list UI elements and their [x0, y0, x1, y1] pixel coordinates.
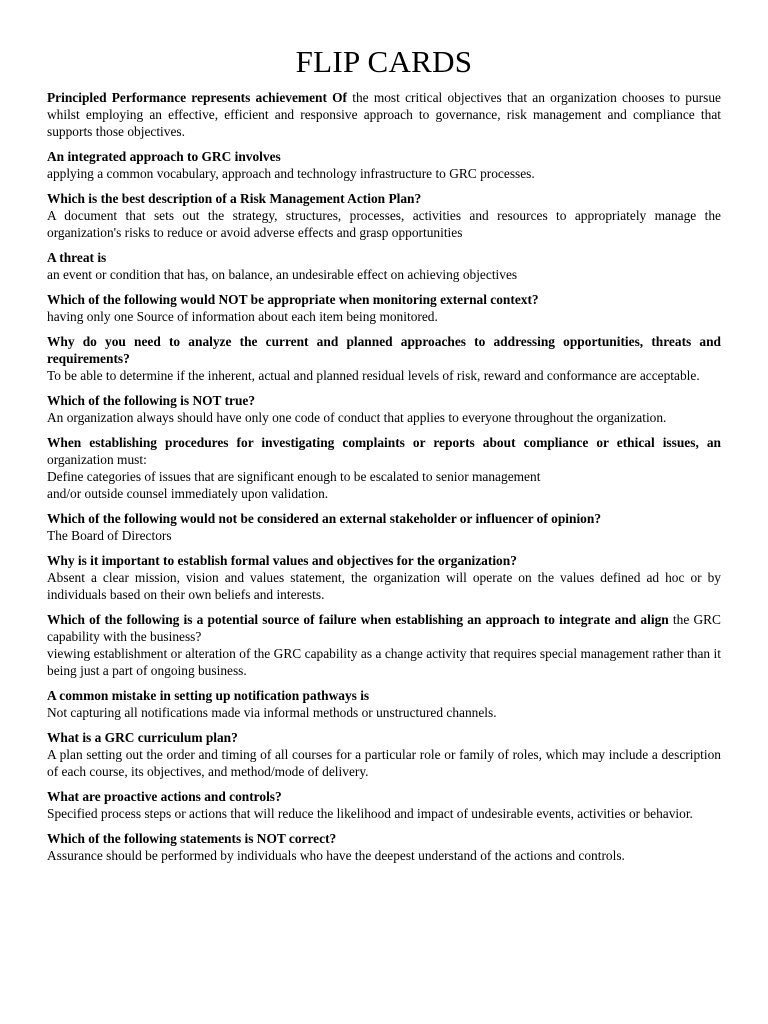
flip-card — [47, 249, 721, 283]
card-question: Principled Performance represents achievement Of — [47, 90, 348, 105]
card-answer: The Board of Directors — [47, 528, 172, 543]
card-answer: Specified process steps or actions that will reduce the likelihood and impact of undesirable events, activities or behavior. — [47, 806, 693, 821]
card-answer-line: Define categories of issues that are significant enough to be escalated to senior management — [47, 469, 541, 484]
card-question: What are proactive actions and controls? — [47, 789, 282, 804]
flip-card — [47, 291, 721, 325]
document-page — [47, 0, 721, 872]
flip-card — [47, 434, 721, 502]
flip-card — [47, 89, 721, 140]
flip-card — [47, 190, 721, 241]
card-answer: To be able to determine if the inherent, actual and planned residual levels of risk, reward and conformance are acceptable. — [47, 368, 700, 383]
card-question: Which of the following is a potential source of failure when establishing an approach to integrate and align — [47, 612, 669, 627]
card-answer: the most critical objectives that an organization chooses to pursue whilst employing an effective, efficient and responsive approach to governance, risk management and compliance that supports those objectives. — [47, 90, 721, 139]
card-answer: An organization always should have only one code of conduct that applies to everyone throughout the organization. — [47, 410, 667, 425]
flip-card — [47, 510, 721, 544]
card-question-tail: the GRC capability with the business? — [47, 612, 721, 644]
card-answer: A plan setting out the order and timing of all courses for a particular role or family of roles, which may include a description of each course, its objectives, and method/mode of delivery. — [47, 747, 721, 779]
flip-card — [47, 788, 721, 822]
flip-card — [47, 729, 721, 780]
card-question: An integrated approach to GRC involves — [47, 149, 281, 164]
card-question: When establishing procedures for investigating complaints or reports about compliance or ethical issues, an — [47, 435, 721, 450]
card-question: A common mistake in setting up notification pathways is — [47, 688, 370, 703]
flip-card — [47, 687, 721, 721]
card-question: What is a GRC curriculum plan? — [47, 730, 238, 745]
card-answer: Assurance should be performed by individuals who have the deepest understand of the actions and controls. — [47, 848, 625, 863]
flip-card — [47, 611, 721, 679]
card-answer: Absent a clear mission, vision and values statement, the organization will operate on the values defined ad hoc or by individuals based on their own beliefs and interests. — [47, 570, 721, 602]
flip-card — [47, 392, 721, 426]
page-title: FLIP CARDS — [295, 44, 473, 79]
flip-card — [47, 333, 721, 384]
flip-card — [47, 148, 721, 182]
card-answer: A document that sets out the strategy, structures, processes, activities and resources to appropriately manage the organization's risks to reduce or avoid adverse effects and grasp opportunities — [47, 208, 721, 240]
card-question: Which is the best description of a Risk Management Action Plan? — [47, 191, 422, 206]
card-question-tail: organization must: — [47, 452, 147, 467]
card-question: Why is it important to establish formal values and objectives for the organization? — [47, 553, 517, 568]
card-question: Which of the following would NOT be appropriate when monitoring external context? — [47, 292, 539, 307]
card-answer: Not capturing all notifications made via informal methods or unstructured channels. — [47, 705, 497, 720]
card-question: A threat is — [47, 250, 107, 265]
card-question: Why do you need to analyze the current and planned approaches to addressing opportunities, threats and requirements? — [47, 334, 721, 366]
card-answer: an event or condition that has, on balance, an undesirable effect on achieving objectives — [47, 267, 518, 282]
flip-card-list — [47, 89, 721, 864]
flip-card — [47, 552, 721, 603]
card-answer-line: and/or outside counsel immediately upon validation. — [47, 486, 329, 501]
flip-card — [47, 830, 721, 864]
card-question: Which of the following would not be considered an external stakeholder or influencer of opinion? — [47, 511, 602, 526]
card-answer: having only one Source of information about each item being monitored. — [47, 309, 438, 324]
card-question: Which of the following is NOT true? — [47, 393, 256, 408]
card-answer: viewing establishment or alteration of the GRC capability as a change activity that requires special management rather than it being just a part of ongoing business. — [47, 646, 721, 678]
card-question: Which of the following statements is NOT correct? — [47, 831, 337, 846]
card-answer: applying a common vocabulary, approach and technology infrastructure to GRC processes. — [47, 166, 535, 181]
